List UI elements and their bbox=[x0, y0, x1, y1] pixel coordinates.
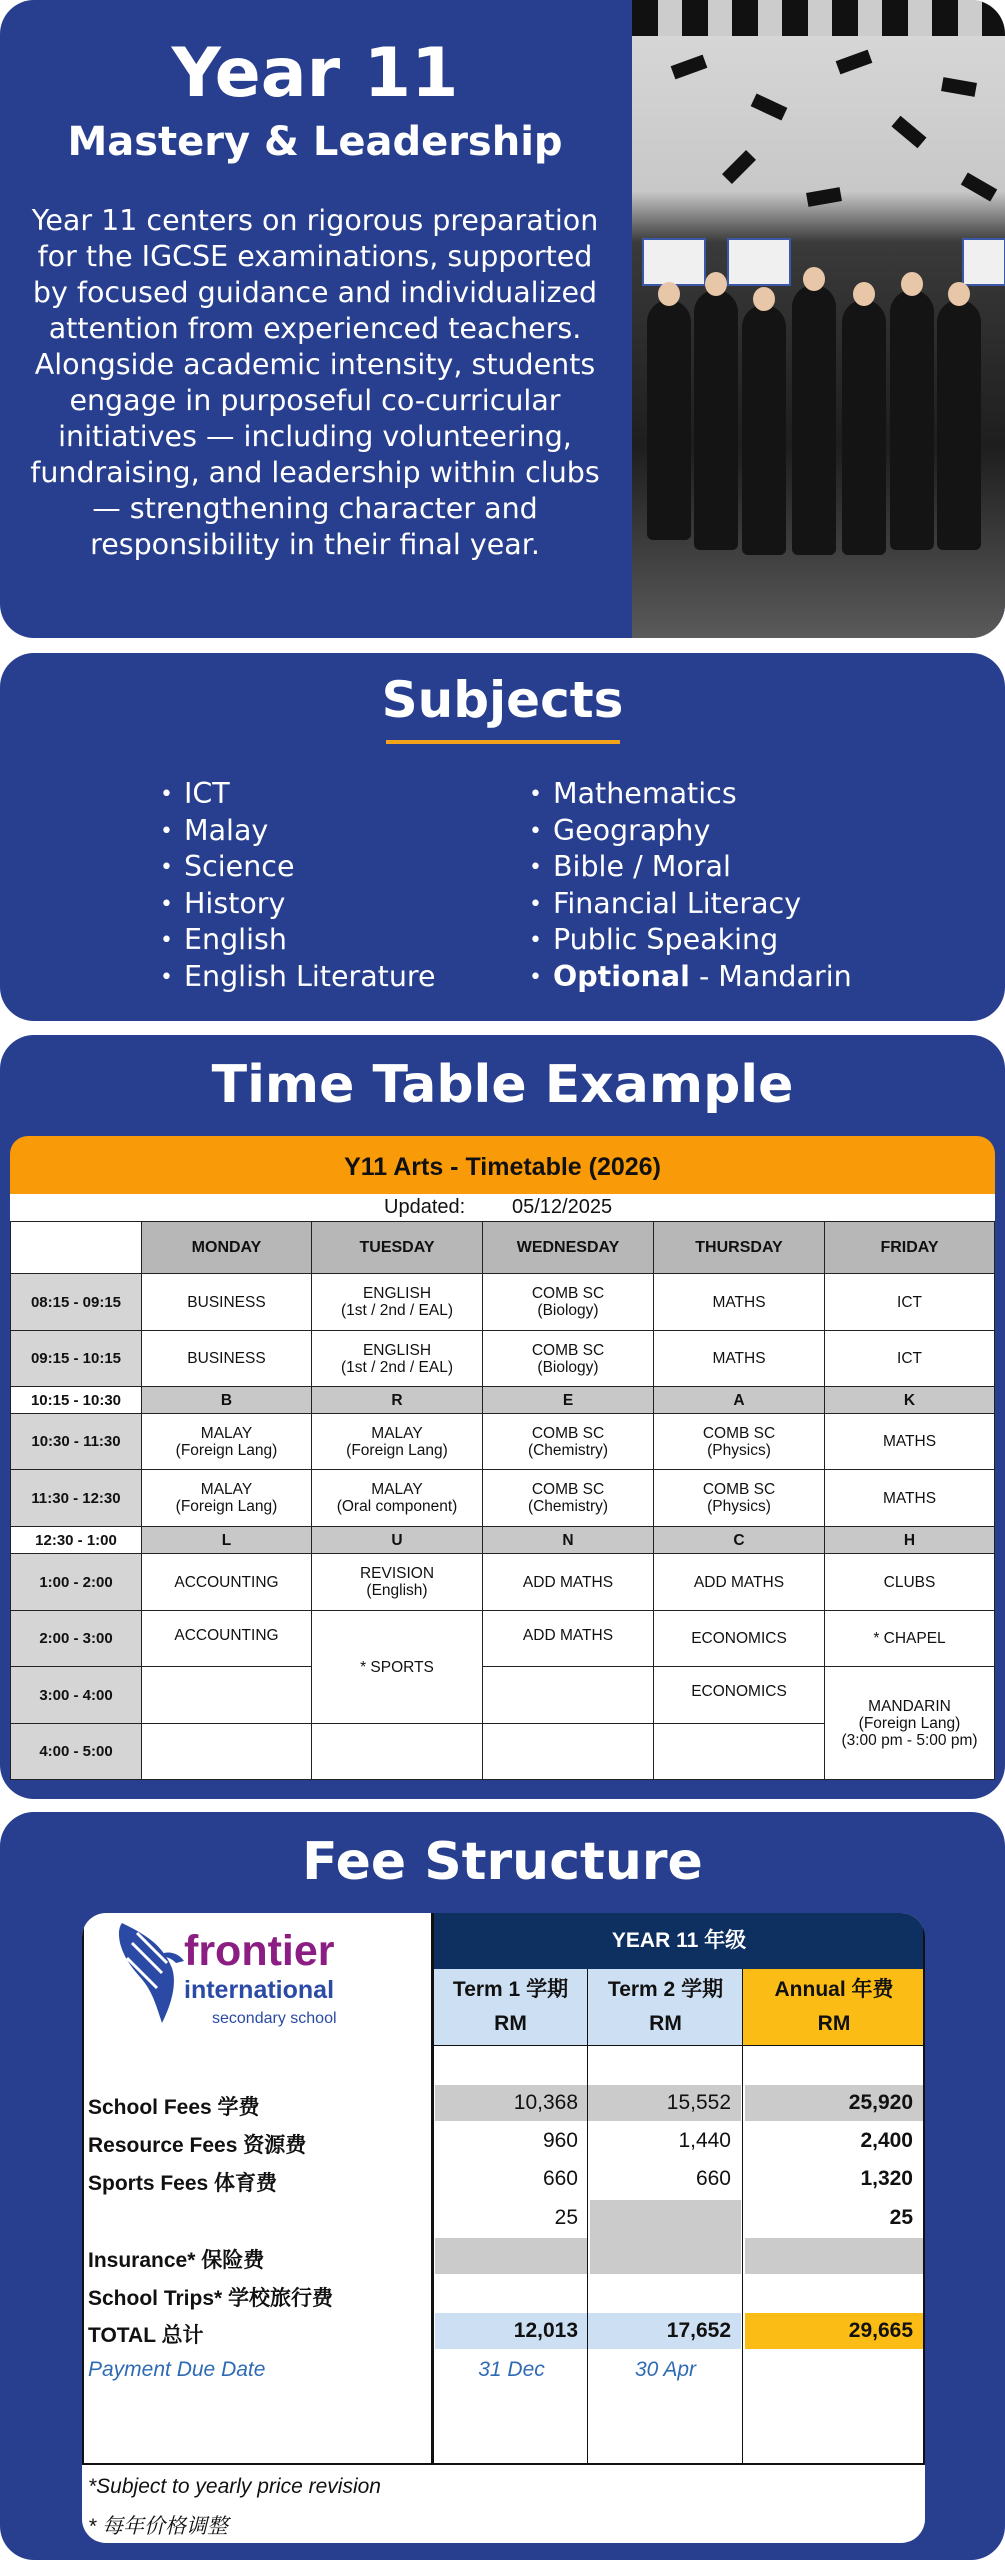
face bbox=[901, 272, 923, 296]
lesson-cell bbox=[312, 1724, 483, 1780]
subject-item: • Financial Literacy bbox=[529, 886, 852, 923]
cap-icon bbox=[671, 55, 708, 80]
subjects-underline bbox=[386, 740, 620, 744]
subject-item: • Mathematics bbox=[529, 776, 852, 813]
graduate bbox=[694, 290, 738, 550]
ceiling-lights bbox=[632, 0, 1005, 36]
term1-label: Term 1 学期 bbox=[452, 1978, 569, 2001]
break-cell: R bbox=[312, 1387, 483, 1414]
term1-header bbox=[433, 1969, 588, 2045]
fee-value: 25,920 bbox=[848, 2091, 913, 2114]
lesson-cell bbox=[142, 1724, 312, 1780]
graduation-photo bbox=[632, 0, 1005, 638]
currency-label: RM bbox=[817, 2012, 851, 2035]
due-label: Payment Due Date bbox=[88, 2358, 266, 2381]
fee-table bbox=[82, 1913, 925, 2543]
lesson-cell: REVISION (English) bbox=[312, 1554, 483, 1611]
table-row bbox=[11, 1222, 995, 1274]
lesson-cell bbox=[483, 1667, 654, 1724]
face bbox=[948, 282, 970, 306]
hero-title: Year 11 bbox=[171, 34, 459, 113]
lesson-cell: MATHS bbox=[654, 1274, 825, 1331]
fee-row-label: School Fees 学费 bbox=[88, 2096, 260, 2119]
break-cell: C bbox=[654, 1527, 825, 1554]
subject-item: • Bible / Moral bbox=[529, 849, 852, 886]
currency-label: RM bbox=[494, 2012, 527, 2035]
total-value: 17,652 bbox=[666, 2319, 731, 2342]
lesson-cell: ICT bbox=[825, 1274, 995, 1331]
break-cell: B bbox=[142, 1387, 312, 1414]
day-header: WEDNESDAY bbox=[483, 1222, 654, 1274]
lesson-cell: COMB SC (Biology) bbox=[483, 1274, 654, 1331]
lesson-cell: BUSINESS bbox=[142, 1331, 312, 1387]
logo-line1: frontier bbox=[184, 1927, 335, 1975]
break-cell: K bbox=[825, 1387, 995, 1414]
lesson-cell: MATHS bbox=[825, 1414, 995, 1470]
banner bbox=[727, 238, 791, 286]
time-cell: 10:15 - 10:30 bbox=[11, 1387, 142, 1414]
fee-value: 25 bbox=[554, 2206, 578, 2229]
lesson-cell: MALAY (Oral component) bbox=[312, 1470, 483, 1527]
fee-value: 660 bbox=[695, 2167, 731, 2190]
graduate bbox=[937, 300, 981, 550]
lesson-cell bbox=[142, 1667, 312, 1724]
fee-value: 660 bbox=[542, 2167, 578, 2190]
school-logo bbox=[82, 1913, 432, 2053]
day-header: TUESDAY bbox=[312, 1222, 483, 1274]
total-label: TOTAL 总计 bbox=[88, 2324, 204, 2347]
note-revision-zh: * 每年价格调整 bbox=[88, 2515, 229, 2538]
timetable-card bbox=[0, 1035, 1005, 1799]
table-row bbox=[11, 1527, 995, 1554]
time-cell: 3:00 - 4:00 bbox=[11, 1667, 142, 1724]
cap-icon bbox=[722, 150, 756, 184]
hero-text bbox=[30, 34, 600, 563]
time-cell: 10:30 - 11:30 bbox=[11, 1414, 142, 1470]
row-shade bbox=[745, 2238, 923, 2274]
hero-card bbox=[0, 0, 1005, 638]
timetable bbox=[10, 1136, 995, 1799]
break-cell: U bbox=[312, 1527, 483, 1554]
lesson-cell: ACCOUNTING bbox=[142, 1611, 312, 1667]
grid-line bbox=[431, 1913, 434, 2465]
row-shade bbox=[435, 2238, 588, 2274]
lesson-cell: ADD MATHS bbox=[483, 1554, 654, 1611]
face bbox=[705, 272, 727, 296]
lesson-cell: MALAY (Foreign Lang) bbox=[142, 1414, 312, 1470]
fee-row-label: Insurance* 保险费 bbox=[88, 2249, 265, 2272]
grid-line bbox=[923, 1913, 925, 2465]
fee-value: 15,552 bbox=[666, 2091, 731, 2114]
day-header: FRIDAY bbox=[825, 1222, 995, 1274]
hero-description: Year 11 centers on rigorous preparation for the IGCSE examinations, supported by focused guidance and individualized attention from experienced teachers. Alongside academic intensity, students engage in purposeful co-curricular initiatives — including volunteering, fundraising, and leadership within clubs — strengthening character and responsibility in their final year. bbox=[30, 204, 600, 562]
table-row bbox=[11, 1667, 995, 1724]
fee-row-label: School Trips* 学校旅行费 bbox=[88, 2287, 334, 2310]
fee-value: 2,400 bbox=[860, 2129, 913, 2152]
lesson-cell: ADD MATHS bbox=[483, 1611, 654, 1667]
subjects-title: Subjects bbox=[381, 671, 624, 729]
lesson-cell bbox=[483, 1724, 654, 1780]
lesson-cell: ADD MATHS bbox=[654, 1554, 825, 1611]
fee-value: 960 bbox=[542, 2129, 578, 2152]
fees-card bbox=[0, 1812, 1005, 2560]
subject-item: • ICT bbox=[160, 776, 436, 813]
timetable-updated bbox=[10, 1194, 995, 1221]
lesson-cell: ACCOUNTING bbox=[142, 1554, 312, 1611]
hero-subtitle: Mastery & Leadership bbox=[67, 119, 563, 166]
grid-line bbox=[433, 2045, 925, 2046]
fee-row-label: Sports Fees 体育费 bbox=[88, 2172, 278, 2195]
cap-icon bbox=[806, 187, 842, 207]
fee-value: 1,440 bbox=[678, 2129, 731, 2152]
subject-item: • Public Speaking bbox=[529, 922, 852, 959]
banner bbox=[642, 238, 706, 286]
subject-item: • Malay bbox=[160, 813, 436, 850]
total-value: 29,665 bbox=[848, 2319, 913, 2342]
subject-item: • Geography bbox=[529, 813, 852, 850]
lesson-cell: MATHS bbox=[825, 1470, 995, 1527]
fees-section-title: Fee Structure bbox=[302, 1832, 703, 1892]
corner-cell bbox=[11, 1222, 142, 1274]
table-row bbox=[11, 1470, 995, 1527]
break-cell: E bbox=[483, 1387, 654, 1414]
logo-line2: international bbox=[184, 1976, 335, 2004]
time-cell: 09:15 - 10:15 bbox=[11, 1331, 142, 1387]
term2-header bbox=[588, 1969, 743, 2045]
time-cell: 1:00 - 2:00 bbox=[11, 1554, 142, 1611]
graduate bbox=[842, 300, 886, 555]
grid-line bbox=[742, 1969, 743, 2465]
lesson-cell: MATHS bbox=[654, 1331, 825, 1387]
fee-row-label: Resource Fees 资源费 bbox=[88, 2134, 307, 2157]
banner bbox=[962, 238, 1005, 286]
break-cell: A bbox=[654, 1387, 825, 1414]
subjects-list-right bbox=[529, 776, 852, 996]
lesson-cell: ENGLISH (1st / 2nd / EAL) bbox=[312, 1274, 483, 1331]
day-header: MONDAY bbox=[142, 1222, 312, 1274]
optional-label: Optional bbox=[553, 959, 690, 993]
face bbox=[803, 267, 825, 291]
timetable-section-title: Time Table Example bbox=[211, 1055, 794, 1115]
graduate bbox=[742, 305, 786, 555]
break-cell: H bbox=[825, 1527, 995, 1554]
lesson-cell: * CHAPEL bbox=[825, 1611, 995, 1667]
break-cell: L bbox=[142, 1527, 312, 1554]
row-shade bbox=[590, 2200, 741, 2274]
optional-value: - Mandarin bbox=[689, 959, 852, 993]
face bbox=[853, 282, 875, 306]
subjects-list-left bbox=[160, 776, 436, 996]
sports-cell: * SPORTS bbox=[312, 1611, 483, 1724]
lesson-cell bbox=[654, 1724, 825, 1780]
cap-icon bbox=[961, 172, 997, 201]
time-cell: 4:00 - 5:00 bbox=[11, 1724, 142, 1780]
updated-label: Updated: bbox=[384, 1196, 466, 1218]
table-row bbox=[11, 1331, 995, 1387]
cap-icon bbox=[941, 77, 977, 97]
subject-item-optional bbox=[529, 959, 852, 996]
term2-label: Term 2 学期 bbox=[607, 1978, 724, 2001]
graduate bbox=[792, 285, 836, 555]
subject-item: • English bbox=[160, 922, 436, 959]
grid-line bbox=[82, 2463, 925, 2465]
lesson-cell: ECONOMICS bbox=[654, 1667, 825, 1724]
face bbox=[753, 287, 775, 311]
table-row bbox=[11, 1414, 995, 1470]
fee-value: 10,368 bbox=[513, 2091, 578, 2114]
lesson-cell: COMB SC (Physics) bbox=[654, 1414, 825, 1470]
annual-header bbox=[743, 1969, 925, 2045]
lesson-cell: ENGLISH (1st / 2nd / EAL) bbox=[312, 1331, 483, 1387]
logo-line3: secondary school bbox=[212, 2010, 337, 2027]
lesson-cell: COMB SC (Chemistry) bbox=[483, 1414, 654, 1470]
graduate bbox=[890, 290, 934, 550]
mandarin-cell: MANDARIN (Foreign Lang) (3:00 pm - 5:00 pm) bbox=[825, 1667, 995, 1780]
lesson-cell: MALAY (Foreign Lang) bbox=[312, 1414, 483, 1470]
lesson-cell: ICT bbox=[825, 1331, 995, 1387]
table-row bbox=[11, 1274, 995, 1331]
total-value: 12,013 bbox=[513, 2319, 578, 2342]
grid-line bbox=[82, 1913, 84, 2465]
subjects-card bbox=[0, 653, 1005, 1021]
cap-icon bbox=[836, 50, 873, 75]
lesson-cell: COMB SC (Chemistry) bbox=[483, 1470, 654, 1527]
day-header: THURSDAY bbox=[654, 1222, 825, 1274]
note-revision: *Subject to yearly price revision bbox=[88, 2475, 381, 2498]
lesson-cell: BUSINESS bbox=[142, 1274, 312, 1331]
year-header: YEAR 11 年级 bbox=[433, 1913, 925, 1969]
grid-line bbox=[587, 1969, 588, 2465]
fee-value: 25 bbox=[889, 2206, 913, 2229]
table-row bbox=[11, 1554, 995, 1611]
time-cell: 12:30 - 1:00 bbox=[11, 1527, 142, 1554]
lesson-cell: CLUBS bbox=[825, 1554, 995, 1611]
timetable-grid bbox=[10, 1221, 995, 1780]
updated-date: 05/12/2025 bbox=[512, 1196, 613, 1218]
lesson-cell: ECONOMICS bbox=[654, 1611, 825, 1667]
fee-value: 1,320 bbox=[860, 2167, 913, 2190]
timetable-title: Y11 Arts - Timetable (2026) bbox=[10, 1136, 995, 1194]
time-cell: 08:15 - 09:15 bbox=[11, 1274, 142, 1331]
graduate bbox=[647, 300, 691, 540]
lesson-cell: COMB SC (Physics) bbox=[654, 1470, 825, 1527]
subject-item: • Science bbox=[160, 849, 436, 886]
table-row bbox=[11, 1387, 995, 1414]
lesson-cell: MALAY (Foreign Lang) bbox=[142, 1470, 312, 1527]
break-cell: N bbox=[483, 1527, 654, 1554]
face bbox=[658, 282, 680, 306]
lesson-cell: COMB SC (Biology) bbox=[483, 1331, 654, 1387]
table-row bbox=[11, 1611, 995, 1667]
due-term2: 30 Apr bbox=[634, 2358, 697, 2381]
time-cell: 11:30 - 12:30 bbox=[11, 1470, 142, 1527]
subject-item: • History bbox=[160, 886, 436, 923]
subject-item: • English Literature bbox=[160, 959, 436, 996]
cap-icon bbox=[891, 116, 926, 149]
cap-icon bbox=[751, 93, 788, 120]
annual-label: Annual 年费 bbox=[774, 1978, 894, 2001]
currency-label: RM bbox=[649, 2012, 682, 2035]
due-term1: 31 Dec bbox=[478, 2358, 545, 2381]
time-cell: 2:00 - 3:00 bbox=[11, 1611, 142, 1667]
